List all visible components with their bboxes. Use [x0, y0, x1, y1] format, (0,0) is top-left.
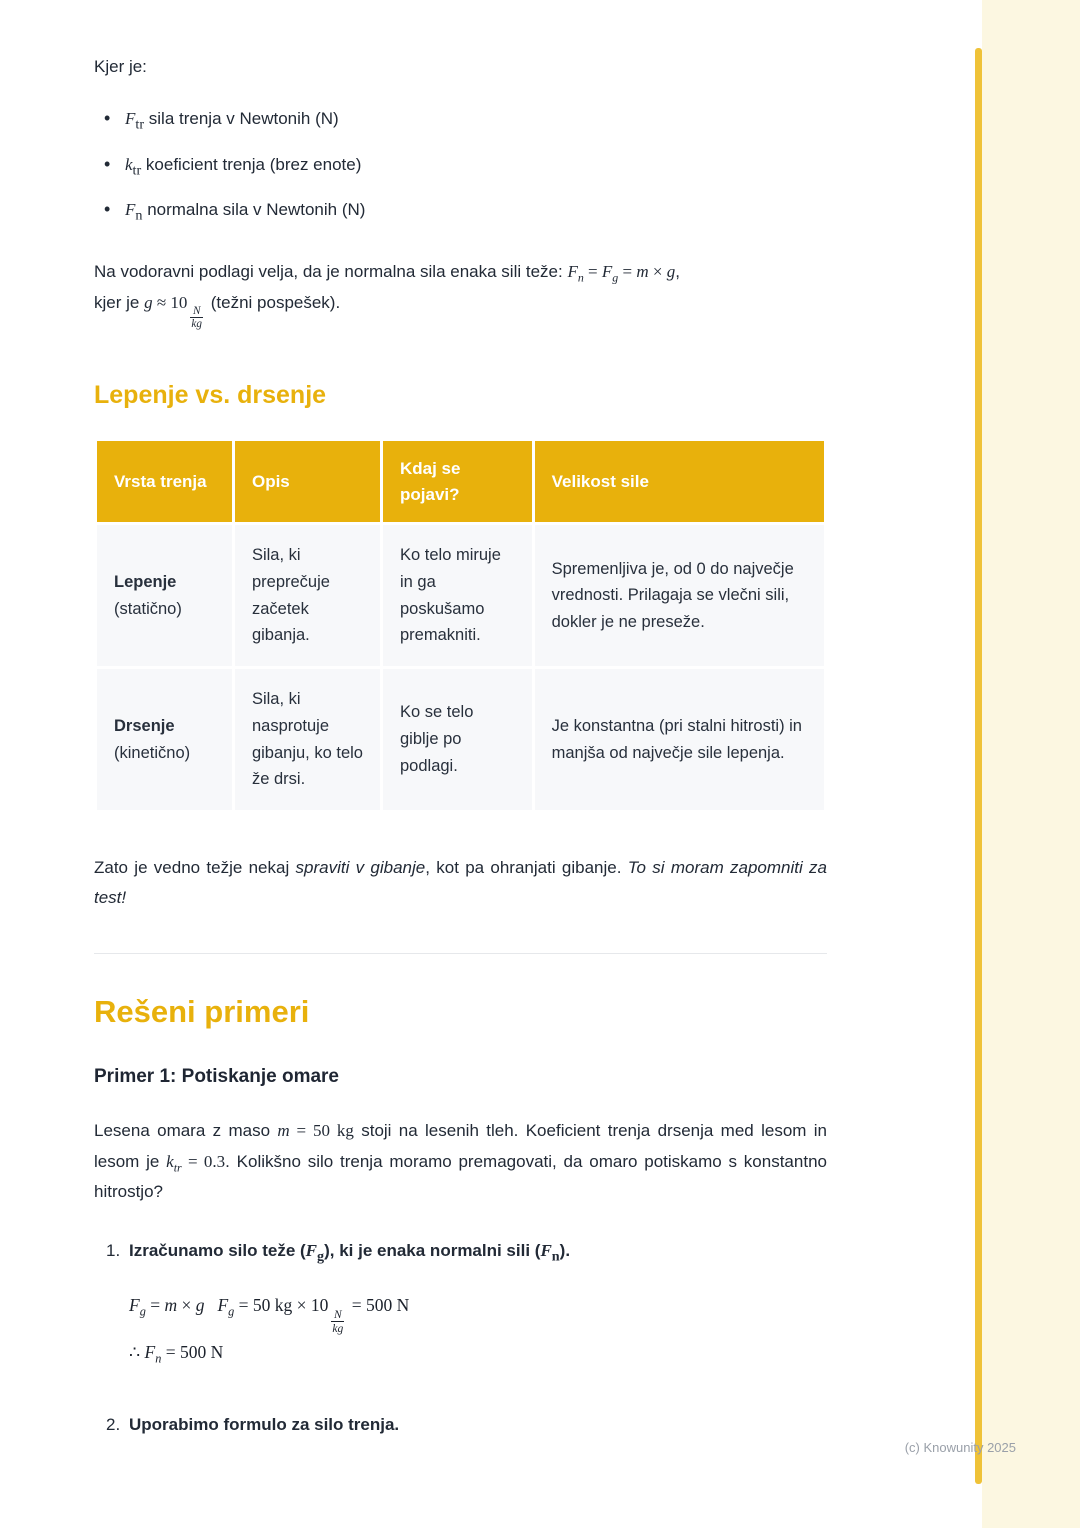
math-fraction: [190, 306, 203, 332]
bullet-text: koeficient trenja (brez enote): [141, 154, 362, 174]
step-body: [129, 1411, 399, 1438]
math-op: ×: [177, 1295, 196, 1316]
math-op: =: [145, 1295, 165, 1316]
section-title-reseni-primeri: Rešeni primeri: [94, 994, 310, 1030]
text-run: , kot pa ohranjati gibanje.: [425, 857, 628, 877]
section-title-lepenje-vs-drsenje: Lepenje vs. drsenje: [94, 381, 327, 410]
cell-opis: Sila, ki nasprotuje gibanju, ko telo že drsi.: [235, 669, 380, 810]
math-fraction: [331, 1309, 344, 1335]
text-run: (težni pospešek).: [206, 292, 341, 312]
math-var: F: [144, 1341, 156, 1362]
emphasis-run: spraviti v gibanje: [295, 857, 426, 877]
table-row-lepenje: [97, 525, 824, 666]
text-run: Izračunamo silo teže (: [129, 1241, 306, 1261]
math-var: m: [636, 262, 649, 282]
text-run: ), ki je enaka normalni sili (: [324, 1241, 541, 1261]
cell-velikost: Spremenljiva je, od 0 do največje vrednosti. Prilagaja se vlečni sili, dokler je ne preseže.: [535, 525, 824, 666]
list-item-fn: [94, 197, 827, 227]
math-run: [166, 1151, 226, 1175]
math-sub: n: [155, 1351, 162, 1366]
step-body: [129, 1237, 570, 1371]
math-sub: tr: [173, 1160, 182, 1175]
math-var: F: [540, 1241, 552, 1261]
cell-name: [97, 669, 232, 810]
formula-line-1: [129, 1288, 570, 1335]
step-1: [94, 1237, 827, 1371]
text-run: stoji na lesenih tleh. Koeficient trenja drsenja med lesom in lesom je: [94, 1121, 828, 1171]
math-op: = 500 N: [347, 1295, 410, 1316]
math-op: =: [618, 262, 637, 282]
bullet-text: sila trenja v Newtonih (N): [144, 109, 339, 129]
math-var: g: [144, 292, 153, 312]
math-sub: n: [135, 207, 143, 224]
bullet-text: normalna sila v Newtonih (N): [142, 199, 366, 219]
col-header-vrsta-trenja: Vrsta trenja: [97, 441, 232, 522]
row-name-note: (statično): [114, 599, 182, 618]
col-header-kdaj: Kdaj se pojavi?: [383, 441, 532, 522]
watermark: (c) Knowunity 2025: [904, 1440, 1016, 1455]
step-title: [129, 1241, 571, 1265]
math-op: = 500 N: [161, 1341, 224, 1362]
row-name: Lepenje: [114, 572, 177, 591]
math-var: k: [125, 154, 133, 174]
step-number: 2.: [106, 1414, 121, 1434]
row-name-note: (kinetično): [114, 743, 191, 762]
math-var: F: [305, 1241, 318, 1261]
therefore-symbol: ∴: [129, 1341, 145, 1362]
text-run: ,: [675, 262, 680, 282]
emphasis-run: To si moram zapomniti za test!: [94, 857, 827, 908]
table-row-drsenje: [97, 669, 824, 810]
col-header-velikost: Velikost sile: [535, 441, 824, 522]
side-band: [982, 0, 1080, 1528]
fraction-denominator: kg: [332, 1322, 344, 1335]
math-var: g: [195, 1295, 205, 1316]
math-sub: g: [317, 1248, 325, 1265]
text-run: Lesena omara z maso: [94, 1121, 278, 1141]
formula-block: [129, 1288, 570, 1370]
math-sub: g: [228, 1304, 235, 1319]
math-sub: tr: [132, 161, 142, 178]
section-divider: [94, 953, 827, 954]
where-label: Kjer je:: [94, 57, 147, 76]
text-run: Zato je vedno težje nekaj: [94, 857, 296, 877]
math-op: = 50 kg: [289, 1121, 354, 1141]
solution-steps: [94, 1237, 827, 1438]
fraction-numerator: N: [334, 1308, 342, 1321]
cell-kdaj: Ko se telo giblje po podlagi.: [383, 669, 532, 810]
cell-kdaj: Ko telo miruje in ga poskušamo premakniti.: [383, 525, 532, 666]
math-var: m: [164, 1295, 178, 1316]
primer1-problem-paragraph: [94, 1116, 827, 1207]
text-run: ).: [559, 1241, 571, 1261]
math-var: F: [601, 262, 613, 282]
memorization-note: [94, 853, 827, 914]
math-run: [567, 262, 676, 285]
cell-name: [97, 525, 232, 666]
friction-comparison-table: [94, 438, 827, 813]
math-sub: g: [612, 270, 619, 285]
math-var: F: [125, 109, 136, 129]
math-sub: tr: [135, 116, 145, 133]
table-header-row: [97, 441, 824, 522]
text-run: . Kolikšno silo trenja moramo premagovati, da omaro potiskamo s konstantno hitrostjo?: [94, 1151, 827, 1201]
normal-force-paragraph: [94, 257, 827, 331]
cell-velikost: Je konstantna (pri stalni hitrosti) in manjša od največje sile lepenja.: [535, 669, 824, 810]
text-run: kjer je: [94, 292, 145, 312]
math-sub: n: [551, 1248, 560, 1265]
math-op: = 0.3: [181, 1151, 226, 1171]
list-item-ftr: [94, 106, 827, 136]
symbol-definition-list: [94, 106, 827, 227]
fraction-denominator: kg: [191, 318, 203, 331]
math-op: =: [583, 262, 602, 282]
math-op: ≈ 10: [152, 292, 188, 312]
page-content: [94, 52, 827, 1438]
math-var: F: [217, 1295, 229, 1316]
primer1-title: Primer 1: Potiskanje omare: [94, 1066, 339, 1088]
step-2: [94, 1411, 827, 1438]
math-var: k: [166, 1151, 174, 1171]
math-run: [277, 1121, 353, 1140]
row-name: Drsenje: [114, 716, 175, 735]
math-var: F: [129, 1295, 140, 1316]
fraction-numerator: N: [192, 304, 201, 317]
math-op: ×: [648, 262, 667, 282]
math-var: m: [277, 1121, 290, 1141]
step-number: 1.: [106, 1241, 121, 1261]
math-sub: n: [577, 270, 584, 285]
math-var: F: [125, 199, 136, 219]
math-run: [144, 292, 206, 331]
side-stripe-accent: [975, 48, 982, 1484]
text-run: Na vodoravni podlagi velja, da je normalna sila enaka sili teže:: [94, 262, 568, 282]
list-item-ktr: [94, 152, 827, 182]
math-sub: g: [139, 1304, 146, 1319]
col-header-opis: Opis: [235, 441, 380, 522]
step-title: Uporabimo formulo za silo trenja.: [129, 1414, 400, 1434]
math-op: = 50 kg × 10: [234, 1295, 329, 1316]
formula-line-2: [129, 1335, 570, 1371]
math-var: g: [666, 262, 676, 282]
cell-opis: Sila, ki preprečuje začetek gibanja.: [235, 525, 380, 666]
math-var: F: [567, 262, 578, 282]
